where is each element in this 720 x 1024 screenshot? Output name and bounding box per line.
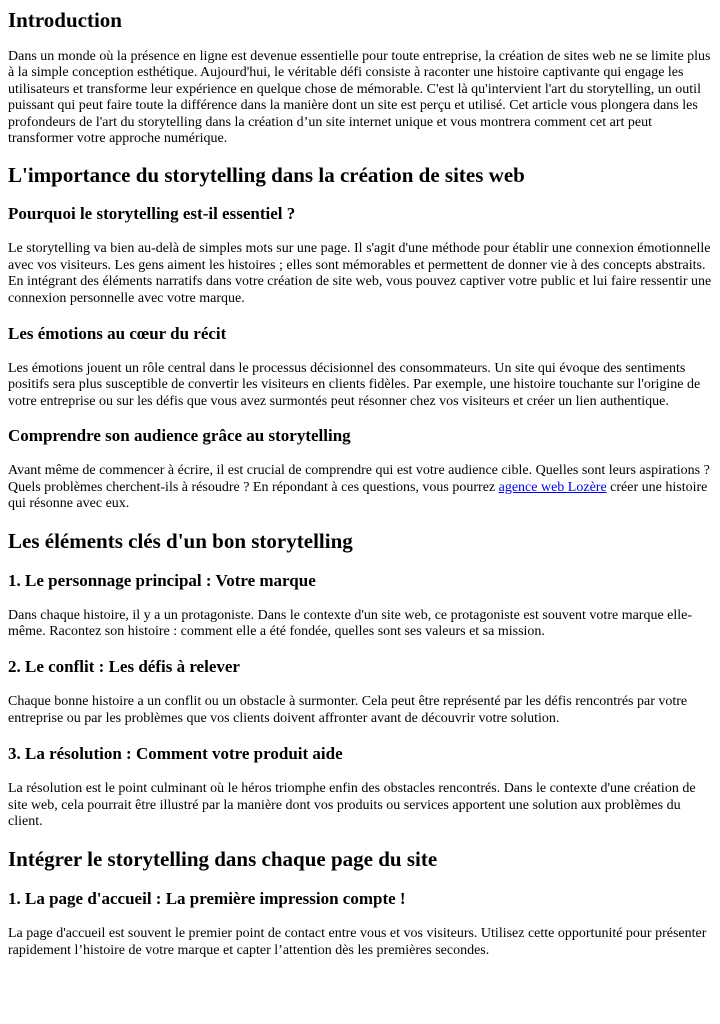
emotions-paragraph: Les émotions jouent un rôle central dans le processus décisionnel des consommateurs. Un site qui évoque des sentiments positifs sera plus susceptible de convertir les visiteurs en clients fidèles. Par exemple, une histoire touchante sur l'origine de votre entreprise ou sur les défis que vous avez surmontés peut résonner chez vos visiteurs et créer un lien authentique. [8, 361, 701, 409]
resolution-heading: 3. La résolution : Comment votre produit aide [8, 744, 343, 764]
why-essential-paragraph: Le storytelling va bien au-delà de simples mots sur une page. Il s'agit d'une méthode pour établir une connexion émotionnelle avec vos visiteurs. Les gens aiment les histoires ; elles sont mémorables et permettent de donner vie à des concepts abstraits. En intégrant des éléments narratifs dans votre création de site web, vous pouvez captiver votre public et lui faire ressentir une connexion personnelle avec votre marque. [8, 241, 712, 306]
audience-paragraph-text-before-link: Avant même de commencer à écrire, il est crucial de comprendre qui est votre audience cible. Quelles sont leurs aspirations ? Quels problèmes cherchent-ils à résoudre ? En répondant à ces questions, vous pourrez [8, 463, 710, 495]
resolution-paragraph: La résolution est le point culminant où le héros triomphe enfin des obstacles rencontrés. Dans le contexte d'une création de site web, cela pourrait être illustré par la manière dont vos produits ou services apportent une solution aux problèmes du client. [8, 781, 696, 829]
audience-paragraph-text-after-link: créer une histoire qui résonne avec eux. [8, 479, 708, 512]
conflict-paragraph: Chaque bonne histoire a un conflit ou un obstacle à surmonter. Cela peut être représenté par les défis rencontrés par votre entreprise ou par les problèmes que vos clients doivent affronter avant de découvrir votre solution. [8, 694, 688, 726]
emotions-heading: Les émotions au cœur du récit [8, 324, 227, 344]
audience-paragraph [8, 463, 712, 512]
intro-heading: Introduction [8, 8, 122, 32]
article [0, 7, 720, 959]
homepage-paragraph: La page d'accueil est souvent le premier point de contact entre vous et vos visiteurs. Utilisez cette opportunité pour présenter rapidement l’histoire de votre marque et capter l’attention dès les premières secondes. [8, 926, 707, 958]
why-essential-heading: Pourquoi le storytelling est-il essentiel ? [8, 204, 296, 224]
agence-web-lozere-link[interactable]: agence web Lozère [498, 479, 607, 495]
key-elements-heading: Les éléments clés d'un bon storytelling [8, 528, 353, 553]
protagonist-paragraph: Dans chaque histoire, il y a un protagoniste. Dans le contexte d'un site web, ce protagoniste est souvent votre marque elle-même. Racontez son histoire : comment elle a été fondée, quelles sont ses valeurs et sa mission. [8, 607, 693, 639]
intro-paragraph: Dans un monde où la présence en ligne est devenue essentielle pour toute entreprise, la création de sites web ne se limite plus à la simple conception esthétique. Aujourd'hui, le véritable défi consiste à raconter une histoire captivante qui engage les utilisateurs et transforme leur expérience en quelque chose de mémorable. C'est là qu'intervient l'art du storytelling, un outil puissant qui peut faire toute la différence dans la manière dont un site est perçu et utilisé. Cet article vous plongera dans les profondeurs de l'art du storytelling dans la création d’un site internet unique et vous montrera comment cet art peut transformer votre approche numérique. [8, 49, 711, 147]
conflict-heading: 2. Le conflit : Les défis à relever [8, 657, 240, 677]
every-page-heading: Intégrer le storytelling dans chaque page du site [8, 847, 438, 872]
storytelling-importance-heading: L'importance du storytelling dans la création de sites web [8, 163, 525, 188]
homepage-heading: 1. La page d'accueil : La première impression compte ! [8, 889, 406, 909]
protagonist-heading: 1. Le personnage principal : Votre marque [8, 570, 316, 590]
audience-heading: Comprendre son audience grâce au storytelling [8, 426, 351, 446]
